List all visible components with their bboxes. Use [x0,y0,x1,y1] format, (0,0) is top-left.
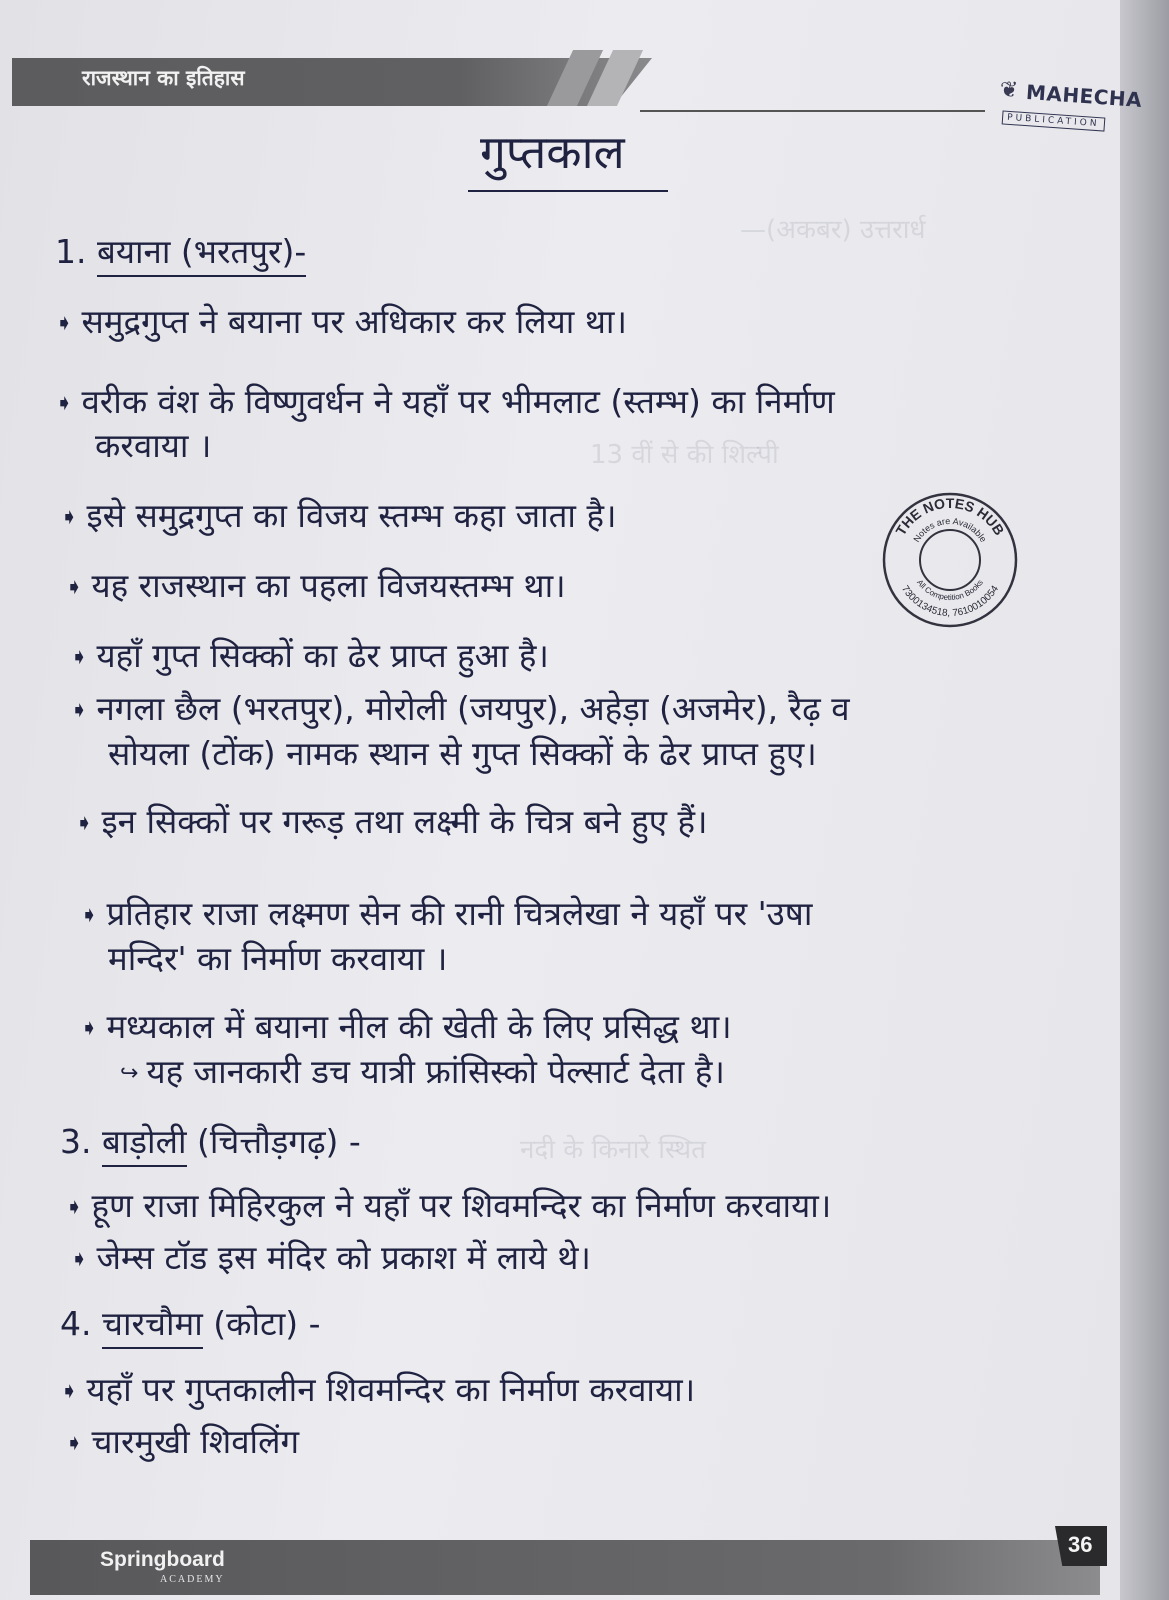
list-item-text: यहाँ पर गुप्तकालीन शिवमन्दिर का निर्माण करवाया। [86,1370,696,1409]
list-item [80,890,812,935]
list-item-text: प्रतिहार राजा लक्ष्मण सेन की रानी चित्रलेखा ने यहाँ पर 'उषा [106,894,813,933]
publisher-logo [1000,78,1143,140]
bleed-through-text: —(अकबर) उत्तरार्ध [740,215,926,245]
list-item [60,492,617,537]
page-number: 36 [1068,1532,1093,1557]
arrow-bullet-icon: ➧ [55,391,74,416]
section-region: (कोटा) - [213,1304,321,1343]
section-title: बाड़ोली [102,1122,187,1167]
list-item-text: समुद्रगुप्त ने बयाना पर अधिकार कर लिया था। [81,302,627,341]
list-item [65,562,566,607]
title-underline [468,190,668,192]
list-item [70,1234,591,1279]
arrow-bullet-icon: ➧ [65,575,84,600]
footer-sub: ACADEMY [160,1574,225,1585]
list-item [55,298,627,343]
section-name: बयाना [97,232,171,271]
arrow-bullet-icon: ➧ [70,645,89,670]
list-item [65,1182,831,1227]
arrow-bullet-icon: ➧ [65,1431,84,1456]
bleed-through-text: नदी के किनारे स्थित [520,1135,706,1165]
section-number: 3. [60,1122,92,1161]
section-region: (भरतपुर)- [180,232,307,271]
notes-hub-stamp [880,490,1020,630]
list-item [70,685,850,730]
bleed-through-text: 13 वीं से की शिल्पी [590,440,779,470]
list-item [70,632,549,677]
list-item-text: नगला छैल (भरतपुर), मोरोली (जयपुर), अहेड़ा (अजमेर), रैढ़ व [96,689,850,728]
list-item [65,1418,299,1463]
list-item [80,1003,732,1048]
list-item-text: हूण राजा मिहिरकुल ने यहाँ पर शिवमन्दिर का निर्माण करवाया। [91,1186,832,1225]
curved-arrow-icon: ↪ [120,1061,139,1086]
stamp-top-text: THE NOTES HUB [892,494,1008,539]
list-item-continuation: करवाया । [95,426,212,465]
arrow-bullet-icon: ➧ [80,903,99,928]
list-item-text: इन सिक्कों पर गरूड़ तथा लक्ष्मी के चित्र बने हुए हैं। [101,802,708,841]
arrow-bullet-icon: ➧ [70,1247,89,1272]
section-title [97,232,306,277]
footer-brand: Springboard [100,1548,225,1571]
list-item-text: जेम्स टॉड इस मंदिर को प्रकाश में लाये थे। [96,1238,591,1277]
arrow-bullet-icon: ➧ [75,811,94,836]
stamp-phone: 7300134518, 7610010054 [898,583,1002,620]
section-title: चारचौमा [102,1304,203,1349]
arrow-bullet-icon: ➧ [60,505,79,530]
list-item [75,798,708,843]
page-edge [1120,0,1169,1600]
logo-sub: PUBLICATION [1002,110,1105,131]
list-item-text: चारमुखी शिवलिंग [91,1422,300,1461]
arrow-bullet-icon: ➧ [55,311,74,336]
mahecha-logo-icon: ❦ [1000,78,1019,103]
header-rule [640,110,985,112]
section-heading-charchauma [60,1300,321,1345]
header-title: राजस्थान का इतिहास [82,66,245,90]
arrow-bullet-icon: ➧ [70,698,89,723]
section-number: 1. [55,232,87,271]
list-item-continuation: मन्दिर' का निर्माण करवाया । [108,939,448,978]
list-item-text: यहाँ गुप्त सिक्कों का ढेर प्राप्त हुआ है। [96,636,549,675]
stamp-bottom-text: All Competition Books [915,578,985,603]
list-item-text: यह राजस्थान का पहला विजयस्तम्भ था। [91,566,566,605]
list-item-text: इसे समुद्रगुप्त का विजय स्तम्भ कहा जाता है। [86,496,617,535]
section-number: 4. [60,1304,92,1343]
list-item-text: मध्यकाल में बयाना नील की खेती के लिए प्रसिद्ध था। [106,1007,732,1046]
page-title: गुप्तकाल [480,125,625,179]
list-item-text: वरीक वंश के विष्णुवर्धन ने यहाँ पर भीमलाट (स्तम्भ) का निर्माण [81,382,835,421]
list-item [60,1366,695,1411]
stamp-inner-text: Notes are Available [911,515,989,545]
list-item [55,378,835,423]
list-item-continuation: सोयला (टोंक) नामक स्थान से गुप्त सिक्कों के ढेर प्राप्त हुए। [108,734,817,773]
section-heading-badoli [60,1118,361,1163]
list-item-text: यह जानकारी डच यात्री फ्रांसिस्को पेल्सार्ट देता है। [146,1052,725,1091]
arrow-bullet-icon: ➧ [80,1016,99,1041]
arrow-bullet-icon: ➧ [65,1195,84,1220]
stamp-inner-ring [920,530,980,590]
section-region: (चित्तौड़गढ़) - [197,1122,361,1161]
stamp-outer-ring [884,494,1016,626]
arrow-bullet-icon: ➧ [60,1379,79,1404]
logo-brand: MAHECHA [1025,79,1143,113]
list-item-subnote [120,1048,725,1093]
section-heading-bayana [55,228,306,273]
